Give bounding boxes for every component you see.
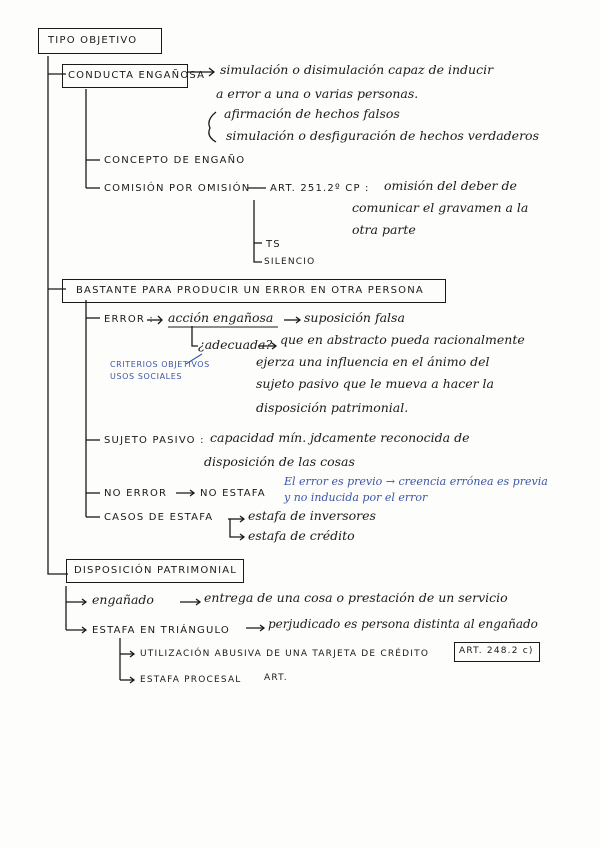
adecuada-question: ¿adecuada? bbox=[198, 337, 273, 352]
art-procesal: ART. bbox=[264, 673, 288, 683]
section3-heading: DISPOSICIÓN PATRIMONIAL bbox=[74, 565, 238, 576]
blue-note-2: y no inducida por el error bbox=[284, 491, 428, 504]
adecuada-def-4: disposición patrimonial. bbox=[256, 400, 409, 415]
estafa-procesal: ESTAFA PROCESAL bbox=[140, 675, 242, 685]
accion-enganosa: acción engañosa bbox=[168, 310, 274, 325]
adecuada-def-1: que en abstracto pueda racionalmente bbox=[280, 332, 525, 347]
conducta-def-line2: a error a una o varias personas. bbox=[216, 86, 419, 101]
art-251: ART. 251.2º CP : bbox=[270, 183, 370, 194]
comision-omision: COMISIÓN POR OMISIÓN bbox=[104, 183, 251, 194]
conducta-bullet-1: afirmación de hechos falsos bbox=[224, 106, 400, 121]
no-estafa: NO ESTAFA bbox=[200, 488, 266, 499]
ts-label: TS bbox=[266, 239, 281, 250]
sujeto-def-1: capacidad mín. jdcamente reconocida de bbox=[210, 430, 470, 445]
art-248: ART. 248.2 c) bbox=[459, 646, 534, 656]
error-label: ERROR : bbox=[104, 314, 154, 325]
estafa-triangulo: ESTAFA EN TRIÁNGULO bbox=[92, 625, 230, 636]
section2-heading: BASTANTE PARA PRODUCIR UN ERROR EN OTRA PERSONA bbox=[76, 285, 424, 296]
criterios-objetivos: CRITERIOS OBJETIVOS bbox=[110, 360, 210, 369]
perjudicado-def: perjudicado es persona distinta al engañado bbox=[268, 617, 538, 631]
estafa-credito: estafa de crédito bbox=[248, 528, 355, 543]
adecuada-def-2: ejerza una influencia en el ánimo del bbox=[256, 354, 490, 369]
sujeto-def-2: disposición de las cosas bbox=[204, 454, 355, 469]
suposicion-falsa: suposición falsa bbox=[304, 310, 405, 325]
estafa-inversores: estafa de inversores bbox=[248, 508, 376, 523]
enganado: engañado bbox=[92, 592, 154, 607]
conducta-bullet-2: simulación o desfiguración de hechos verdaderos bbox=[226, 128, 539, 143]
tarjeta-credito: UTILIZACIÓN ABUSIVA DE UNA TARJETA DE CRÉDITO bbox=[140, 649, 430, 659]
usos-sociales: USOS SOCIALES bbox=[110, 372, 183, 381]
silencio-label: SILENCIO bbox=[264, 257, 316, 267]
concepto-engano: CONCEPTO DE ENGAÑO bbox=[104, 155, 246, 166]
no-error: NO ERROR bbox=[104, 488, 168, 499]
section1-heading: CONDUCTA ENGAÑOSA bbox=[68, 70, 206, 81]
adecuada-def-3: sujeto pasivo que le mueva a hacer la bbox=[256, 376, 494, 391]
casos-estafa: CASOS DE ESTAFA bbox=[104, 512, 214, 523]
page-title: TIPO OBJETIVO bbox=[48, 35, 138, 46]
blue-note-1: El error es previo → creencia errónea es previa bbox=[284, 475, 548, 488]
sujeto-pasivo: SUJETO PASIVO : bbox=[104, 435, 205, 446]
art-251-line3: otra parte bbox=[352, 222, 416, 237]
art-251-line1: omisión del deber de bbox=[384, 178, 517, 193]
conducta-def-line1: simulación o disimulación capaz de inducir bbox=[220, 62, 494, 77]
art-251-line2: comunicar el gravamen a la bbox=[352, 200, 529, 215]
entrega-def: entrega de una cosa o prestación de un servicio bbox=[204, 590, 508, 605]
